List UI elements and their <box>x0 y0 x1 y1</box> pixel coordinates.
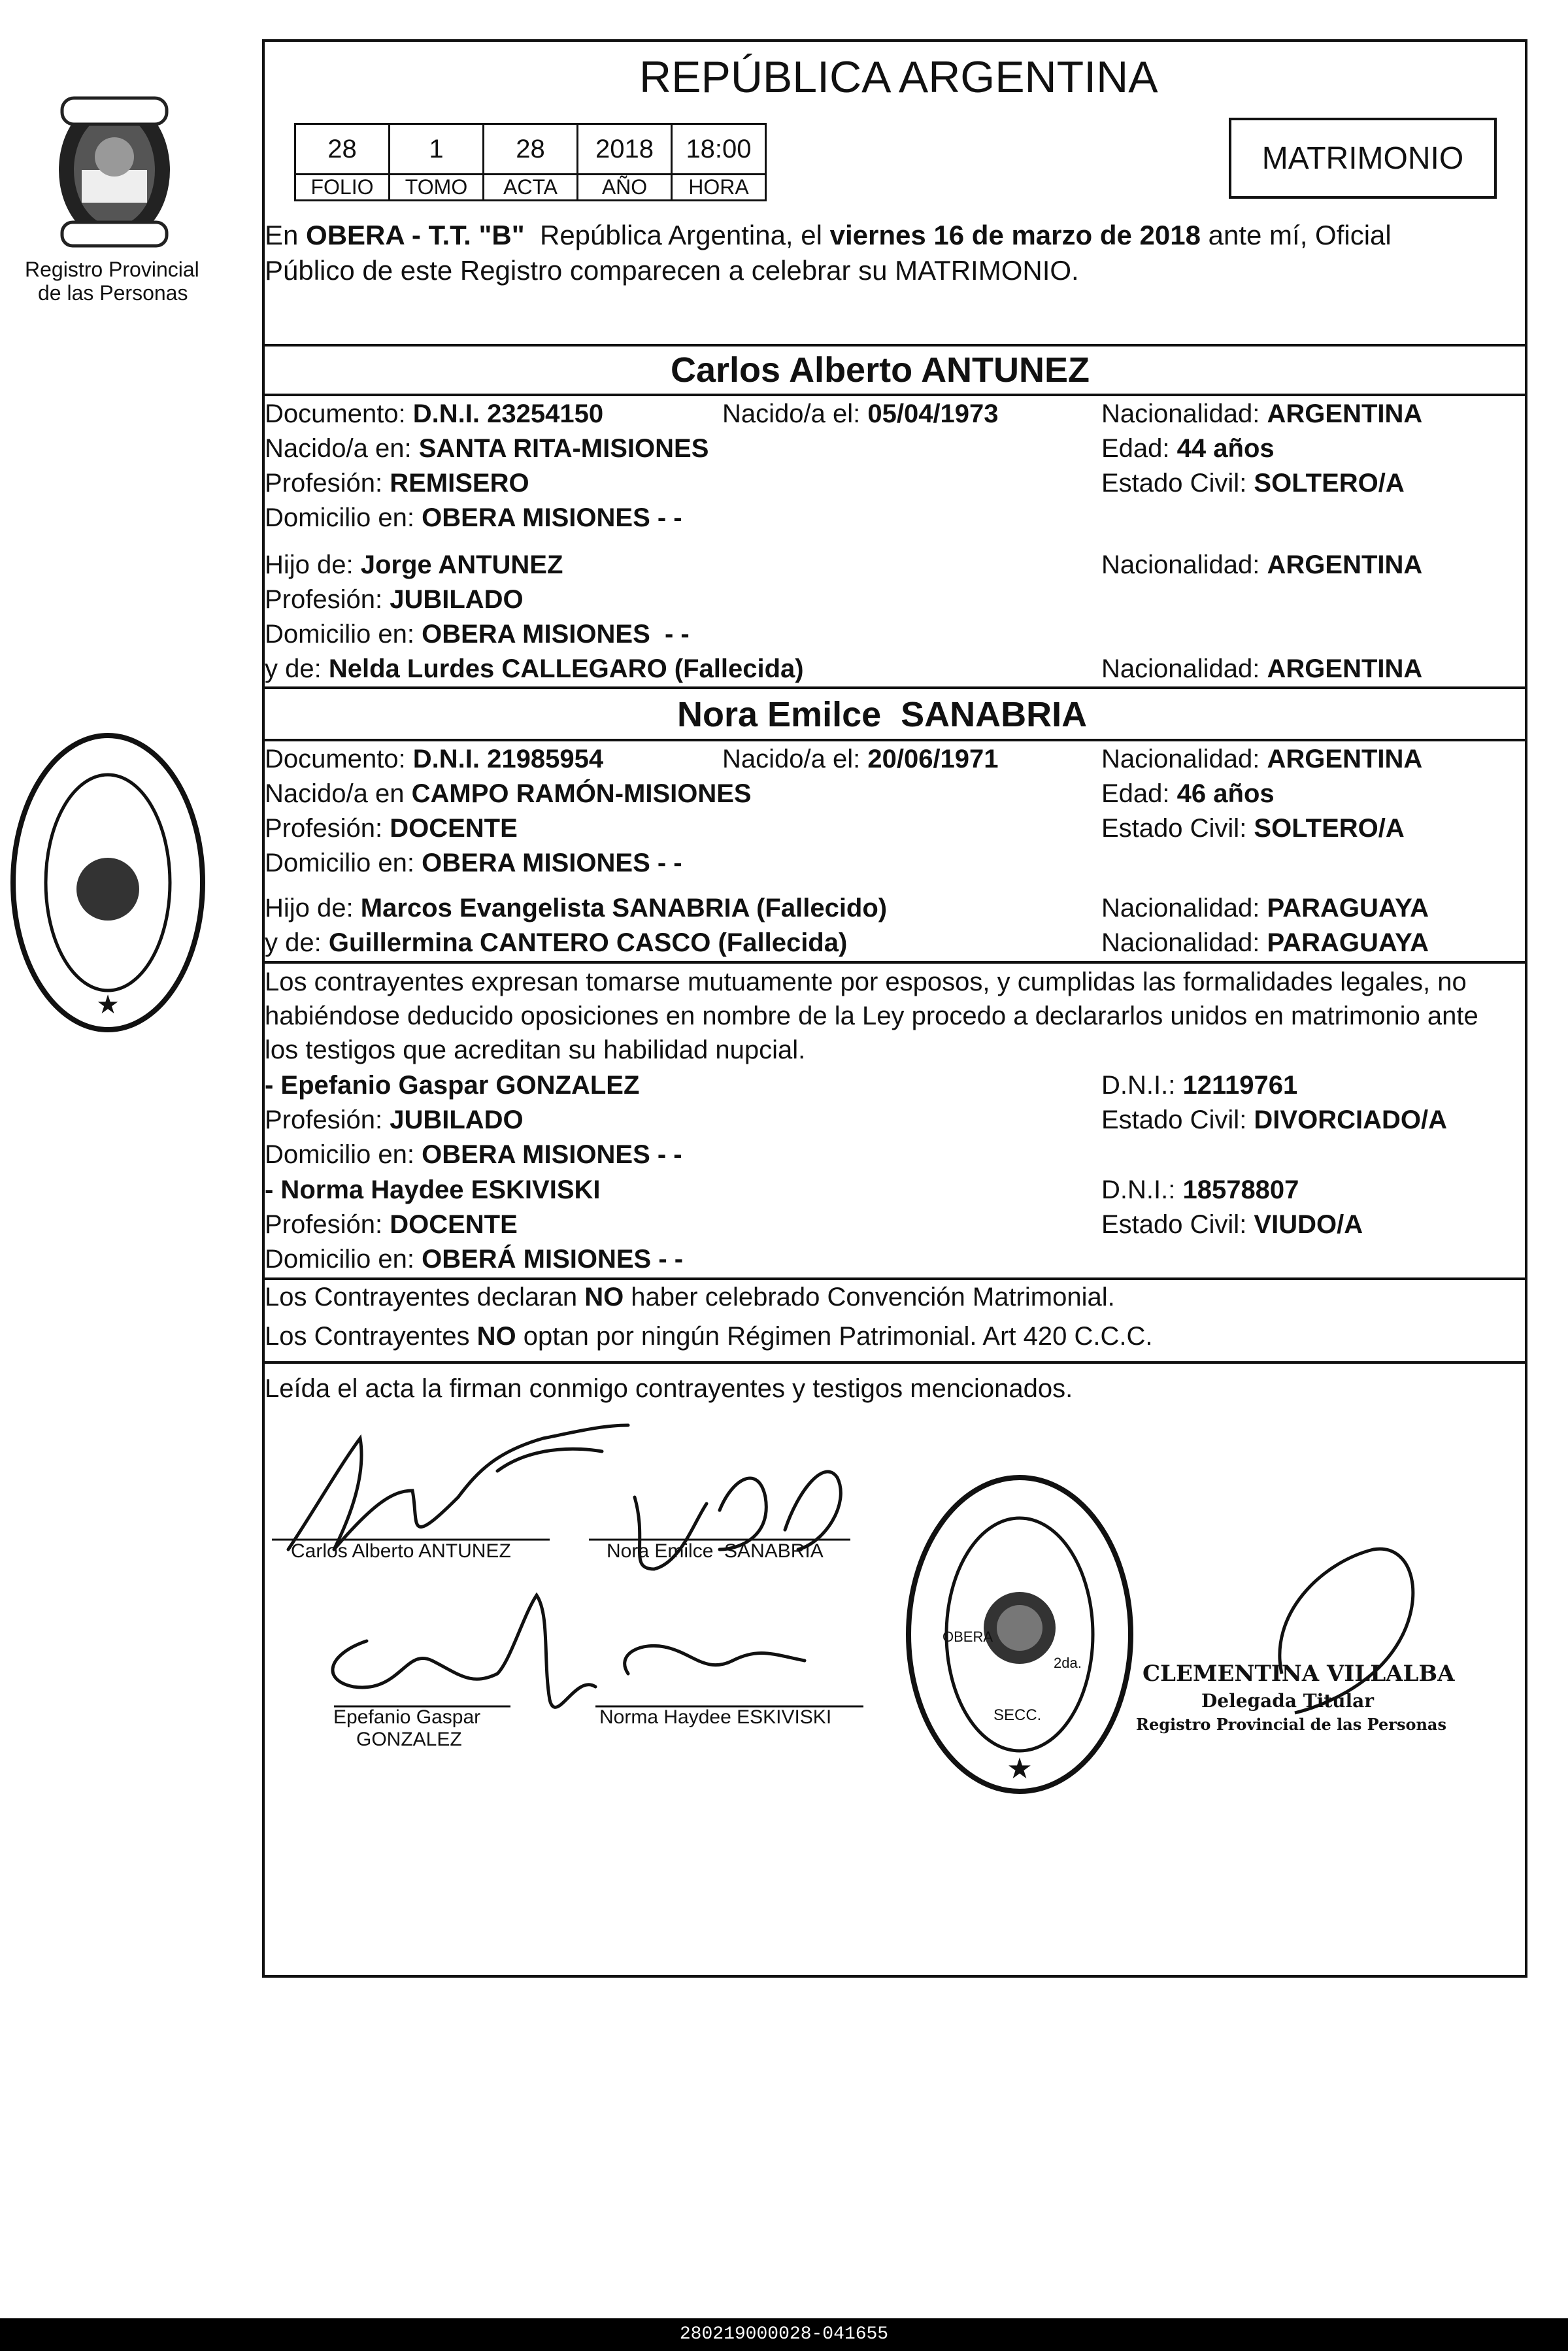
official-role: Delegada Titular <box>1201 1690 1375 1712</box>
declaration-line1: Los contrayentes expresan tomarse mutuamente por esposos, y cumplidas las formalidades legales, no <box>265 968 1467 996</box>
closing-line: Leída el acta la firman conmigo contrayentes y testigos mencionados. <box>265 1374 1073 1403</box>
groom-document: Documento: D.N.I. 23254150 <box>265 399 604 428</box>
official-office: Registro Provincial de las Personas <box>1136 1715 1446 1734</box>
intro-text-a: En <box>265 220 307 250</box>
tomo-value: 1 <box>390 124 484 175</box>
bride-profession: Profesión: DOCENTE <box>265 814 518 843</box>
hour-value: 18:00 <box>672 124 766 175</box>
hour-label: HORA <box>672 175 766 201</box>
bride-nationality: Nacionalidad: ARGENTINA <box>1101 745 1423 773</box>
witness2-name: - Norma Haydee ESKIVISKI <box>265 1176 601 1204</box>
groom-father-profession: Profesión: JUBILADO <box>265 585 524 614</box>
groom-birthplace: Nacido/a en: SANTA RITA-MISIONES <box>265 434 709 463</box>
groom-father-nationality: Nacionalidad: ARGENTINA <box>1101 550 1423 579</box>
logo-caption-line2: de las Personas <box>38 281 188 305</box>
province-shield-icon <box>39 72 190 248</box>
seal-inner-bottom-text: SECC. <box>993 1706 1042 1724</box>
groom-domicile: Domicilio en: OBERA MISIONES - - <box>265 503 682 532</box>
official-name: CLEMENTINA VILLALBA <box>1143 1661 1455 1687</box>
bride-father: Hijo de: Marcos Evangelista SANABRIA (Fallecido) <box>265 894 888 922</box>
intro-line1 <box>265 220 1392 251</box>
intro-line2: Público de este Registro comparecen a celebrar su MATRIMONIO. <box>265 255 1079 286</box>
witness2-dni: D.N.I.: 18578807 <box>1101 1176 1299 1204</box>
bride-birthdate: Nacido/a el: 20/06/1971 <box>722 745 999 773</box>
delegation-seal <box>895 1464 1144 1804</box>
convention-line1: Los Contrayentes declaran NO haber celebrado Convención Matrimonial. <box>265 1283 1115 1311</box>
acta-value: 28 <box>484 124 578 175</box>
left-registry-stamp <box>0 726 209 1040</box>
witness1-profession: Profesión: JUBILADO <box>265 1106 524 1134</box>
svg-text:★: ★ <box>96 990 120 1019</box>
witness1-signature-label-line1: Epefanio Gaspar <box>333 1706 481 1728</box>
bride-document: Documento: D.N.I. 21985954 <box>265 745 604 773</box>
witness1-dni: D.N.I.: 12119761 <box>1101 1071 1298 1100</box>
bride-signature-label: Nora Emilce SANABRIA <box>607 1540 824 1562</box>
intro-place: OBERA - T.T. "B" <box>306 220 525 250</box>
folio-value: 28 <box>295 124 390 175</box>
witness2-signature-label: Norma Haydee ESKIVISKI <box>599 1706 832 1728</box>
intro-text-b: República Argentina, el <box>524 220 830 250</box>
delegation-seal-icon <box>895 1464 1144 1804</box>
page-title: REPÚBLICA ARGENTINA <box>639 52 1158 102</box>
witness1-name: - Epefanio Gaspar GONZALEZ <box>265 1071 640 1100</box>
svg-text:★: ★ <box>1007 1753 1033 1785</box>
intro-text-c: ante mí, Oficial <box>1200 220 1392 250</box>
bride-mother: y de: Guillermina CANTERO CASCO (Fallecida) <box>265 928 848 957</box>
declaration-line2: habiéndose deducido oposiciones en nombre de la Ley procedo a declararlos unidos en matrimonio ante <box>265 1002 1478 1030</box>
act-type-box: MATRIMONIO <box>1229 118 1497 199</box>
witness2-civil-status: Estado Civil: VIUDO/A <box>1101 1210 1363 1239</box>
groom-signature-label: Carlos Alberto ANTUNEZ <box>291 1540 511 1562</box>
witness2-profession: Profesión: DOCENTE <box>265 1210 518 1239</box>
acta-label: ACTA <box>484 175 578 201</box>
groom-nationality: Nacionalidad: ARGENTINA <box>1101 399 1423 428</box>
seal-inner-right-text: 2da. <box>1054 1655 1082 1671</box>
groom-father: Hijo de: Jorge ANTUNEZ <box>265 550 563 579</box>
year-label: AÑO <box>578 175 672 201</box>
registry-table <box>294 123 767 201</box>
groom-birthdate: Nacido/a el: 05/04/1973 <box>722 399 999 428</box>
groom-age: Edad: 44 años <box>1101 434 1275 463</box>
groom-mother-nationality: Nacionalidad: ARGENTINA <box>1101 654 1423 683</box>
witness2-domicile: Domicilio en: OBERÁ MISIONES - - <box>265 1245 684 1274</box>
groom-name: Carlos Alberto ANTUNEZ <box>671 350 1090 390</box>
bride-civil-status: Estado Civil: SOLTERO/A <box>1101 814 1405 843</box>
bride-birthplace: Nacido/a en CAMPO RAMÓN-MISIONES <box>265 779 752 808</box>
bride-father-nationality: Nacionalidad: PARAGUAYA <box>1101 894 1429 922</box>
intro-date: viernes 16 de marzo de 2018 <box>829 220 1201 250</box>
tomo-label: TOMO <box>390 175 484 201</box>
footer-code: 280219000028-041655 <box>0 2318 1568 2351</box>
declaration-line3: los testigos que acreditan su habilidad nupcial. <box>265 1036 806 1064</box>
bride-age: Edad: 46 años <box>1101 779 1275 808</box>
bride-domicile: Domicilio en: OBERA MISIONES - - <box>265 849 682 877</box>
witness1-domicile: Domicilio en: OBERA MISIONES - - <box>265 1140 682 1169</box>
logo-caption-line1: Registro Provincial <box>25 258 199 281</box>
province-logo <box>39 72 190 248</box>
bride-name: Nora Emilce SANABRIA <box>677 695 1088 734</box>
convention-line2: Los Contrayentes NO optan por ningún Régimen Patrimonial. Art 420 C.C.C. <box>265 1322 1153 1351</box>
witness1-signature-label-line2: GONZALEZ <box>356 1729 462 1750</box>
registry-stamp-icon <box>0 726 209 1040</box>
groom-civil-status: Estado Civil: SOLTERO/A <box>1101 469 1405 498</box>
witness1-civil-status: Estado Civil: DIVORCIADO/A <box>1101 1106 1447 1134</box>
folio-label: FOLIO <box>295 175 390 201</box>
seal-inner-left-text: OBERA <box>942 1629 993 1645</box>
year-value: 2018 <box>578 124 672 175</box>
groom-father-domicile: Domicilio en: OBERA MISIONES - - <box>265 620 690 649</box>
groom-profession: Profesión: REMISERO <box>265 469 529 498</box>
groom-mother: y de: Nelda Lurdes CALLEGARO (Fallecida) <box>265 654 804 683</box>
bride-mother-nationality: Nacionalidad: PARAGUAYA <box>1101 928 1429 957</box>
